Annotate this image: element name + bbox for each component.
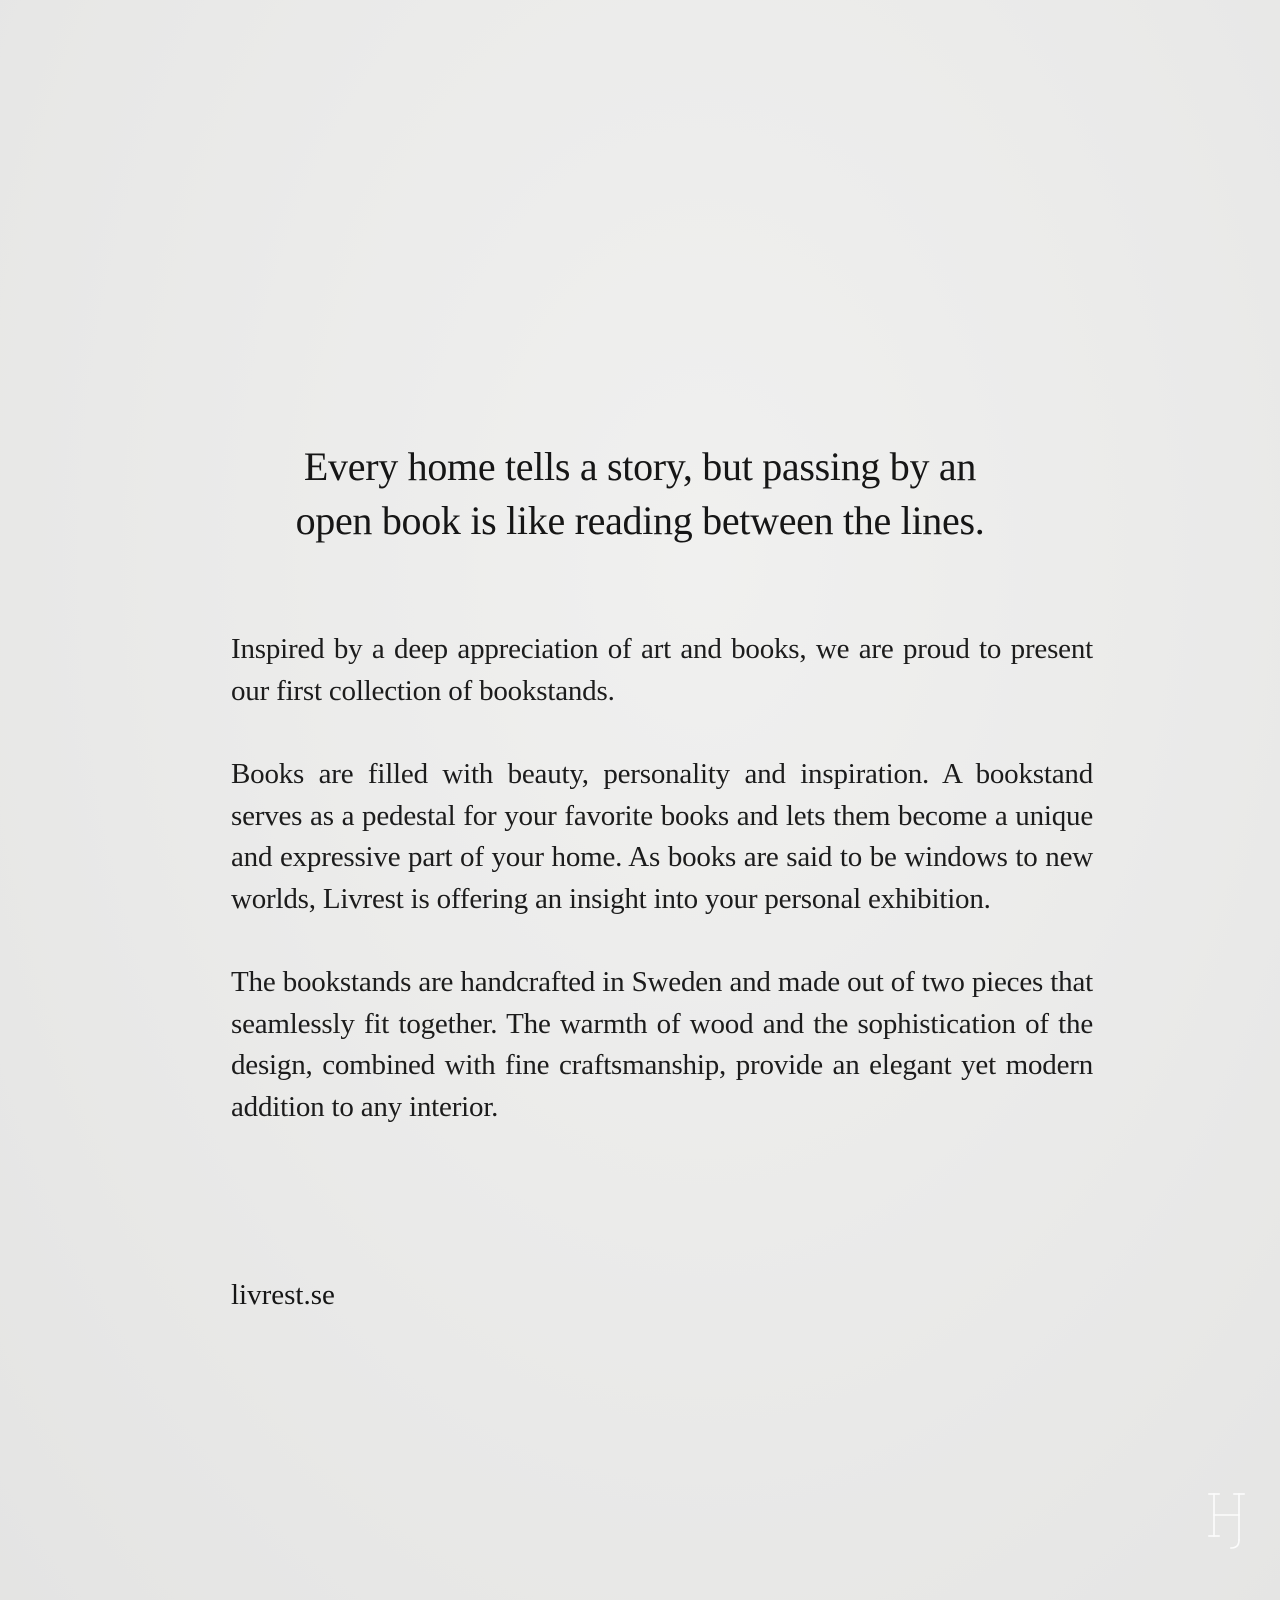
paragraph-craftsmanship: The bookstands are handcrafted in Sweden and made out of two pieces that seamlessly fit together. The warmth of wood and the sophistication of the design, combined with fine craftsmanship, provide an elegant yet modern addition to any interior.	[231, 966, 1093, 1123]
headline	[190, 440, 1090, 548]
body-copy	[231, 629, 1093, 1170]
paragraph-books: Books are filled with beauty, personality and inspiration. A bookstand serves as a pedestal for your favorite books and lets them become a unique and expressive part of your home. As books are said to be windows to new worlds, Livrest is offering an insight into your personal exhibition.	[231, 758, 1093, 915]
monogram-hj-icon	[1205, 1486, 1251, 1552]
paragraph-intro: Inspired by a deep appreciation of art and books, we are proud to present our first collection of bookstands.	[231, 633, 1093, 707]
website-link[interactable]: livrest.se	[231, 1279, 335, 1311]
headline-line-1: Every home tells a story, but passing by an	[303, 444, 977, 489]
headline-line-2: open book is like reading between the lines.	[295, 498, 985, 543]
